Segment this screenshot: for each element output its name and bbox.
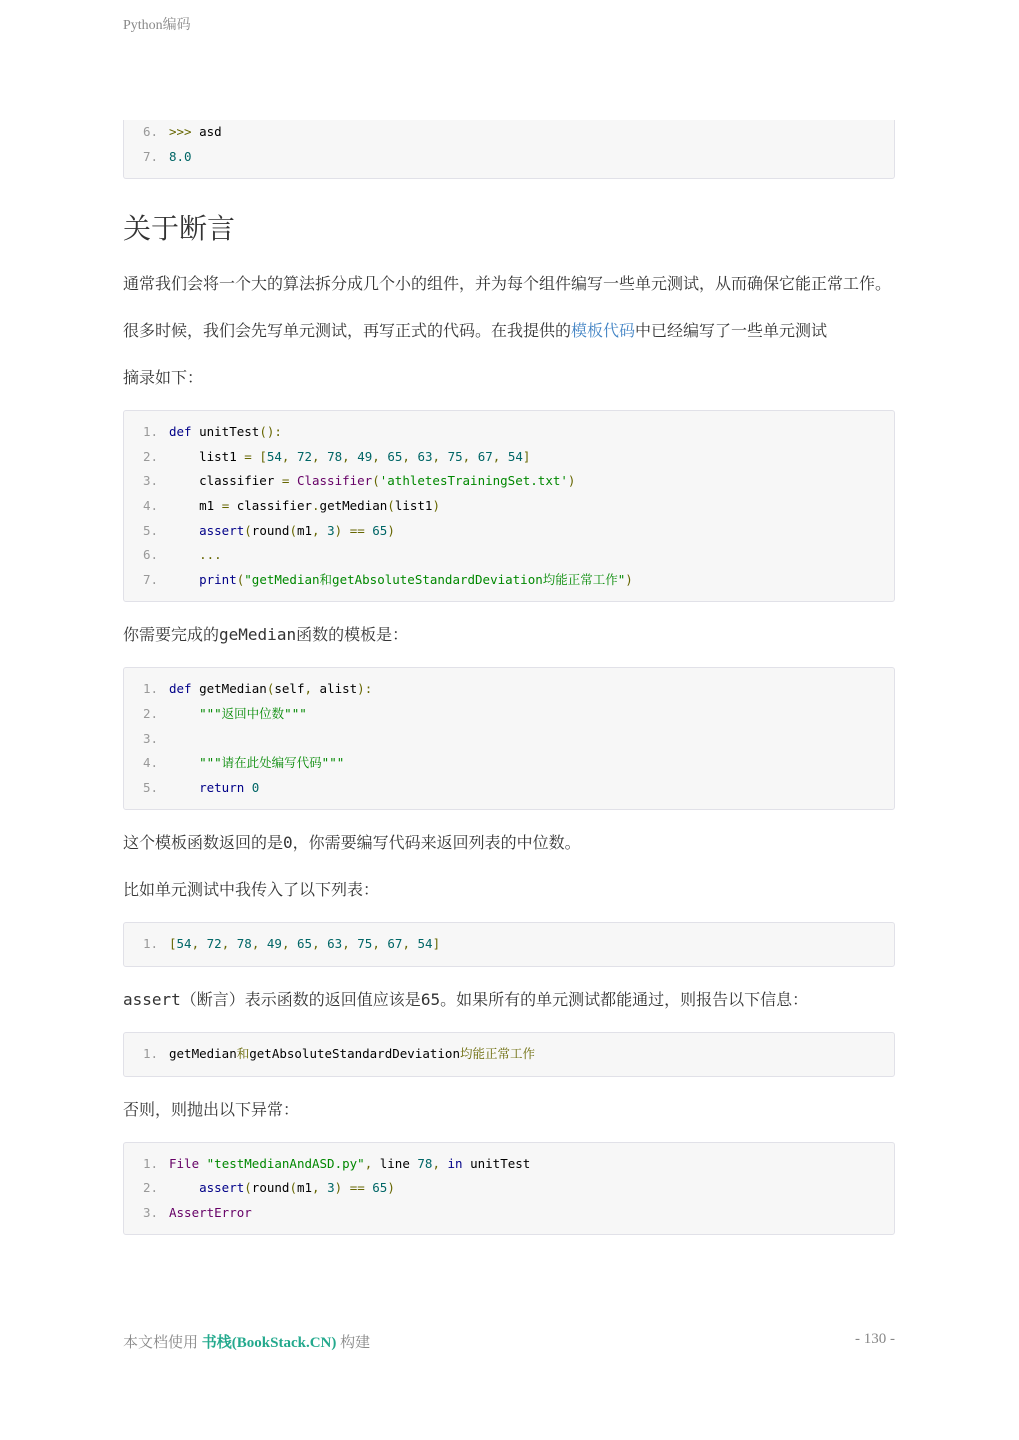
code-token: ] <box>432 936 441 952</box>
code-token: ( <box>387 497 395 513</box>
line-number: 1. <box>142 1155 158 1171</box>
code-token: 49 <box>266 936 282 952</box>
code-line <box>124 420 894 445</box>
code-token: ] <box>522 448 531 464</box>
code-token: , <box>402 936 410 952</box>
inline-code: geMedian <box>219 625 297 645</box>
code-token: """返回中位数""" <box>199 705 307 721</box>
line-number: 4. <box>142 755 158 771</box>
code-token: [ <box>169 936 177 952</box>
code-token: , <box>281 936 290 952</box>
code-token <box>289 449 297 464</box>
code-token: , <box>342 936 350 952</box>
code-token: == <box>349 1180 365 1196</box>
code-token: line <box>372 1155 418 1171</box>
line-number: 1. <box>142 424 158 440</box>
code-token: getAbsoluteStandardDeviation <box>249 1045 460 1061</box>
code-token: , <box>304 681 313 697</box>
code-token <box>199 1156 207 1171</box>
code-token: "testMedianAndASD.py" <box>206 1155 365 1171</box>
code-token: ( <box>289 1180 297 1196</box>
code-token: = <box>221 497 230 513</box>
footer-prefix: 本文档使用 <box>123 1335 199 1351</box>
paragraph-return-value <box>123 828 895 857</box>
code-block-continued <box>123 120 895 179</box>
code-token: File <box>169 1155 200 1171</box>
line-number: 5. <box>142 779 158 795</box>
code-token: unitTest <box>191 424 260 440</box>
paragraph-text: 中已经编写了一些单元测试 <box>635 321 828 341</box>
code-token: , <box>251 936 260 952</box>
code-token <box>410 936 418 951</box>
line-number: 3. <box>142 730 158 746</box>
code-token: , <box>364 1155 373 1171</box>
code-token: getMedian <box>319 497 388 513</box>
code-token: """请在此处编写代码""" <box>199 755 345 771</box>
code-token <box>169 547 199 562</box>
code-line <box>124 145 894 170</box>
code-token: 65 <box>387 448 403 464</box>
code-token <box>440 1156 448 1171</box>
code-token <box>320 523 328 538</box>
code-token <box>440 449 448 464</box>
line-number: 2. <box>142 1180 158 1196</box>
code-block-list <box>123 922 895 967</box>
code-token: ( <box>266 681 275 697</box>
paragraph-exception: 否则，则抛出以下异常： <box>123 1099 300 1119</box>
code-token: m1 <box>169 497 222 513</box>
code-token <box>500 449 508 464</box>
code-token: Classifier <box>296 473 373 489</box>
code-line <box>124 776 894 801</box>
code-token: 3 <box>327 1180 335 1196</box>
page-footer <box>123 1331 895 1352</box>
code-token: 和 <box>236 1045 250 1061</box>
code-token <box>320 449 328 464</box>
code-token: = <box>244 448 252 464</box>
bookstack-link[interactable]: 书栈(BookStack.CN) <box>201 1335 337 1351</box>
code-token: (): <box>259 424 282 440</box>
code-token: 54 <box>176 936 192 952</box>
code-token: 49 <box>357 448 373 464</box>
code-token: list1 <box>169 448 245 464</box>
document-body <box>123 120 895 1235</box>
code-token: , <box>402 448 410 464</box>
code-token: def <box>169 681 192 697</box>
code-token: classifier <box>229 497 313 513</box>
code-line <box>124 1176 894 1201</box>
line-number: 7. <box>142 148 158 164</box>
code-token: ( <box>244 522 252 538</box>
code-token <box>342 523 350 538</box>
code-token <box>199 936 207 951</box>
code-token <box>289 473 297 488</box>
code-token: print <box>199 571 237 587</box>
line-number: 7. <box>142 571 158 587</box>
page-number: - 130 - <box>855 1331 895 1347</box>
code-block-success-message <box>123 1032 895 1077</box>
paragraph-text: （断言）表示函数的返回值应该是 <box>180 989 421 1009</box>
code-token: , <box>312 522 320 538</box>
template-code-link[interactable]: 模板代码 <box>571 321 636 341</box>
code-token: ) <box>432 497 440 513</box>
code-block-exception <box>123 1142 895 1236</box>
code-token: , <box>372 936 380 952</box>
code-token: 78 <box>417 1155 433 1171</box>
code-line <box>124 932 894 957</box>
paragraph-assert <box>123 985 895 1014</box>
code-token <box>244 780 252 795</box>
code-line <box>124 469 894 494</box>
line-number: 1. <box>142 1045 158 1061</box>
section-heading: 关于断言 <box>123 212 236 246</box>
code-token: , <box>281 448 290 464</box>
code-token: ( <box>236 571 245 587</box>
paragraph-text: 这个模板函数返回的是 <box>123 833 284 853</box>
code-token: 78 <box>236 936 252 952</box>
line-number: 3. <box>142 1204 158 1220</box>
code-token: 8.0 <box>169 148 192 164</box>
code-token: m1 <box>296 1180 313 1196</box>
code-token: ( <box>289 522 297 538</box>
code-token <box>290 936 298 951</box>
code-token: "getMedian和getAbsoluteStandardDeviation均能正常工作" <box>244 571 626 587</box>
code-token: , <box>432 1155 440 1171</box>
line-number: 6. <box>142 124 158 139</box>
code-line <box>124 120 894 145</box>
code-line <box>124 445 894 470</box>
code-token: ... <box>199 547 222 563</box>
code-token: , <box>432 448 441 464</box>
code-token: , <box>221 936 230 952</box>
code-token <box>169 523 199 538</box>
code-token: ) <box>625 571 633 587</box>
code-token: round <box>251 1180 290 1196</box>
code-token: , <box>372 448 380 464</box>
code-token: , <box>342 448 350 464</box>
code-token: 63 <box>327 936 343 952</box>
line-number: 1. <box>142 936 158 952</box>
code-token: , <box>492 448 501 464</box>
code-token <box>259 936 267 951</box>
code-token: ) <box>334 522 343 538</box>
code-token <box>169 780 199 795</box>
code-token: 67 <box>387 936 403 952</box>
code-token: assert <box>199 522 245 538</box>
code-token: 67 <box>477 448 493 464</box>
code-token: ) <box>567 473 576 489</box>
code-token: 78 <box>327 448 343 464</box>
code-token: ) <box>334 1180 343 1196</box>
code-token: . <box>312 497 320 513</box>
code-token: ) <box>387 1180 395 1196</box>
line-number: 4. <box>142 497 158 513</box>
code-token <box>169 706 199 721</box>
code-token: 3 <box>327 522 335 538</box>
code-token <box>169 572 199 587</box>
inline-code: 0 <box>283 833 293 853</box>
code-line <box>124 751 894 776</box>
code-token: getMedian <box>191 681 267 697</box>
paragraph-text: 函数的模板是： <box>296 625 409 645</box>
code-token: 72 <box>296 448 313 464</box>
line-number: 3. <box>142 473 158 489</box>
code-line <box>124 727 894 752</box>
code-token: def <box>169 424 192 440</box>
code-token: ) <box>387 522 395 538</box>
code-token: list1 <box>394 497 433 513</box>
code-token <box>320 1180 328 1195</box>
code-line <box>124 677 894 702</box>
code-token: alist <box>312 681 358 697</box>
code-block-get-median <box>123 667 895 810</box>
code-token <box>229 936 237 951</box>
code-token: , <box>312 448 320 464</box>
code-token: classifier <box>169 473 282 489</box>
code-token: in <box>447 1155 463 1171</box>
code-line <box>124 1201 894 1226</box>
code-line <box>124 519 894 544</box>
code-block-unit-test <box>123 410 895 602</box>
running-header: Python编码 <box>123 18 191 33</box>
inline-code: assert <box>123 989 181 1009</box>
code-token: return <box>199 779 245 795</box>
code-token: , <box>312 1180 320 1196</box>
code-token: 65 <box>372 1180 388 1196</box>
code-line <box>124 702 894 727</box>
code-token: AssertError <box>169 1204 252 1220</box>
code-token: 0 <box>251 779 260 795</box>
code-token: getMedian <box>169 1045 237 1061</box>
code-line <box>124 568 894 593</box>
code-token: ( <box>372 473 380 489</box>
code-token <box>470 449 478 464</box>
code-token: , <box>191 936 200 952</box>
line-number: 2. <box>142 705 158 721</box>
code-token: ): <box>357 681 373 697</box>
code-token: 均能正常工作 <box>459 1045 535 1061</box>
code-token: unitTest <box>462 1155 531 1171</box>
code-token: [ <box>259 448 267 464</box>
line-number: 1. <box>142 681 158 697</box>
code-token: 65 <box>297 936 313 952</box>
code-token: = <box>281 473 290 489</box>
paragraph-excerpt: 摘录如下： <box>123 368 204 388</box>
line-number: 6. <box>142 547 158 563</box>
code-token: 54 <box>507 448 523 464</box>
code-token: assert <box>199 1180 245 1196</box>
paragraph-intro: 通常我们会将一个大的算法拆分成几个小的组件，并为每个组件编写一些单元测试，从而确保它能正常工作。 <box>123 274 892 294</box>
paragraph-unit-tests <box>123 316 895 345</box>
code-line <box>124 1152 894 1177</box>
code-token <box>342 1180 350 1195</box>
code-token: m1 <box>296 522 313 538</box>
code-line <box>124 494 894 519</box>
code-token: , <box>462 448 471 464</box>
code-token: , <box>312 936 320 952</box>
line-number: 2. <box>142 448 158 464</box>
footer-suffix: 构建 <box>340 1335 371 1351</box>
code-token: round <box>251 522 290 538</box>
code-token: == <box>349 522 365 538</box>
paragraph-text: 很多时候，我们会先写单元测试，再写正式的代码。在我提供的 <box>123 321 572 341</box>
code-token: >>> <box>169 124 200 139</box>
paragraph-example-list: 比如单元测试中我传入了以下列表： <box>123 880 380 900</box>
code-token: 63 <box>417 448 433 464</box>
code-line <box>124 1042 894 1067</box>
inline-code: 65 <box>420 989 441 1009</box>
code-token: 65 <box>372 522 388 538</box>
code-token <box>169 755 199 770</box>
line-number: 5. <box>142 522 158 538</box>
paragraph-template <box>123 620 895 649</box>
code-token: 54 <box>417 936 433 952</box>
code-token: 54 <box>266 448 282 464</box>
code-token <box>169 1180 199 1195</box>
paragraph-text: 。如果所有的单元测试都能通过，则报告以下信息： <box>440 989 809 1009</box>
paragraph-text: ，你需要编写代码来返回列表的中位数。 <box>292 833 581 853</box>
code-token: asd <box>199 124 222 139</box>
code-line <box>124 543 894 568</box>
code-token: 75 <box>357 936 373 952</box>
code-token: 75 <box>447 448 463 464</box>
code-token: ( <box>244 1180 252 1196</box>
paragraph-text: 你需要完成的 <box>123 625 220 645</box>
code-token: 72 <box>206 936 222 952</box>
code-token: 'athletesTrainingSet.txt' <box>379 473 568 489</box>
code-token: self <box>274 681 305 697</box>
